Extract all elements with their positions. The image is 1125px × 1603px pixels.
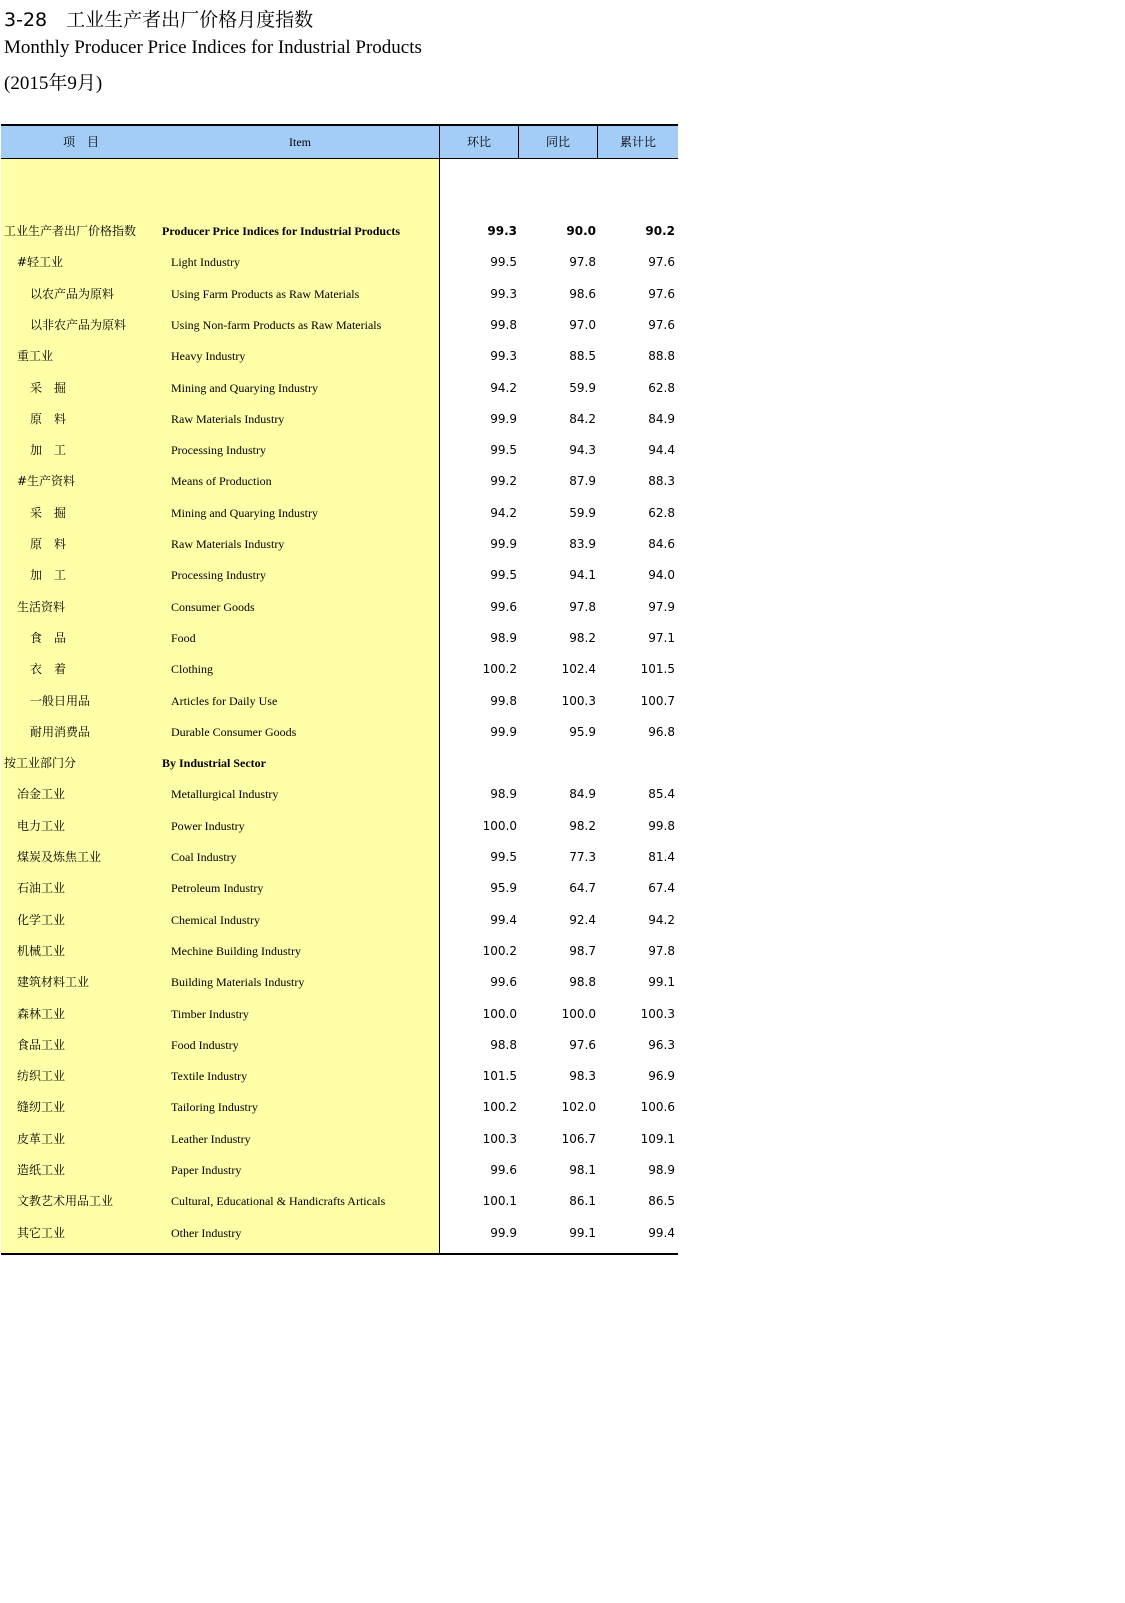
table-row xyxy=(1,440,678,460)
value-mom: 99.9 xyxy=(490,411,517,426)
value-cumulative: 84.9 xyxy=(648,411,675,426)
header-item-zh: 项 目 xyxy=(62,135,99,149)
value-yoy: 97.8 xyxy=(569,255,596,270)
row-label-en: Cultural, Educational & Handicrafts Articals xyxy=(171,1194,386,1209)
value-yoy: 98.3 xyxy=(569,1069,596,1084)
row-label-en: Timber Industry xyxy=(171,1006,249,1021)
table-row xyxy=(1,409,678,429)
value-yoy: 98.6 xyxy=(569,286,596,301)
value-mom: 99.6 xyxy=(490,599,517,614)
row-label-zh: 森林工业 xyxy=(17,1006,66,1021)
row-label-zh: 衣 着 xyxy=(30,662,67,677)
table-row xyxy=(1,346,678,366)
row-label-en: Food Industry xyxy=(171,1037,239,1052)
table-row xyxy=(1,1223,678,1243)
value-yoy: 59.9 xyxy=(569,505,596,520)
value-yoy: 92.4 xyxy=(569,912,596,927)
row-label-zh: 耐用消费品 xyxy=(30,724,91,739)
value-cumulative: 97.6 xyxy=(648,317,675,332)
table-row xyxy=(1,1129,678,1149)
table-header xyxy=(1,124,678,159)
row-label-zh: 采 掘 xyxy=(30,505,67,520)
value-mom: 94.2 xyxy=(490,505,517,520)
value-mom: 99.9 xyxy=(490,724,517,739)
table-row xyxy=(1,910,678,930)
row-label-zh: #轻工业 xyxy=(17,255,64,270)
page-date: (2015年9月) xyxy=(4,73,103,94)
row-label-en: Raw Materials Industry xyxy=(171,537,285,551)
row-label-en: Tailoring Industry xyxy=(171,1100,258,1115)
value-cumulative: 100.6 xyxy=(640,1100,675,1115)
value-mom: 99.4 xyxy=(490,912,517,927)
value-cumulative: 94.0 xyxy=(648,568,675,583)
row-label-zh: 按工业部门分 xyxy=(4,756,77,771)
row-label-en: Food xyxy=(171,630,196,645)
value-mom: 100.2 xyxy=(482,662,517,677)
value-yoy: 102.4 xyxy=(561,662,596,677)
row-label-en: Clothing xyxy=(171,662,214,677)
price-index-table xyxy=(1,124,678,1255)
value-cumulative: 81.4 xyxy=(648,850,675,864)
value-cumulative: 96.8 xyxy=(648,724,675,739)
table-row xyxy=(1,972,678,992)
page-title-en: Monthly Producer Price Indices for Industrial Products xyxy=(4,37,422,58)
value-cumulative: 99.8 xyxy=(648,818,675,833)
row-label-zh: #生产资料 xyxy=(17,474,76,489)
row-label-zh: 文教艺术用品工业 xyxy=(17,1194,114,1209)
value-yoy: 98.2 xyxy=(569,630,596,645)
value-yoy: 84.2 xyxy=(569,411,596,426)
value-mom: 99.9 xyxy=(490,1225,517,1240)
row-label-en: Consumer Goods xyxy=(171,599,255,614)
row-label-en: Heavy Industry xyxy=(171,349,246,364)
value-yoy: 84.9 xyxy=(569,787,596,802)
value-cumulative: 97.6 xyxy=(648,255,675,270)
value-yoy: 83.9 xyxy=(569,537,596,551)
table-row xyxy=(1,315,678,335)
row-label-en: By Industrial Sector xyxy=(162,756,267,771)
value-yoy: 87.9 xyxy=(569,474,596,489)
value-yoy: 86.1 xyxy=(569,1194,596,1209)
table-row xyxy=(1,628,678,648)
row-label-en: Paper Industry xyxy=(171,1163,242,1177)
table-row xyxy=(1,1004,678,1024)
value-mom: 99.3 xyxy=(490,286,517,301)
value-mom: 100.2 xyxy=(482,943,517,958)
row-label-zh: 食 品 xyxy=(30,630,67,645)
value-cumulative: 94.4 xyxy=(648,443,675,458)
row-label-zh: 重工业 xyxy=(17,349,54,364)
header-col-cumulative: 累计比 xyxy=(619,135,656,149)
value-mom: 94.2 xyxy=(490,380,517,395)
value-cumulative: 62.8 xyxy=(648,380,675,395)
value-mom: 99.2 xyxy=(490,474,517,489)
value-cumulative: 109.1 xyxy=(640,1131,675,1146)
value-mom: 101.5 xyxy=(482,1069,517,1084)
row-label-en: Light Industry xyxy=(171,255,240,270)
value-mom: 98.8 xyxy=(490,1037,517,1052)
value-cumulative: 97.8 xyxy=(648,943,675,958)
row-label-zh: 加 工 xyxy=(30,443,67,458)
value-cumulative: 97.1 xyxy=(648,630,675,645)
row-label-en: Using Farm Products as Raw Materials xyxy=(171,286,360,301)
value-cumulative: 97.6 xyxy=(648,286,675,301)
row-label-en: Articles for Daily Use xyxy=(171,693,278,708)
row-label-zh: 生活资料 xyxy=(17,599,66,614)
row-label-en: Raw Materials Industry xyxy=(171,411,285,426)
row-label-zh: 煤炭及炼焦工业 xyxy=(17,850,102,864)
value-yoy: 59.9 xyxy=(569,380,596,395)
value-mom: 98.9 xyxy=(490,630,517,645)
table-row xyxy=(1,847,678,867)
value-cumulative: 99.4 xyxy=(648,1225,675,1240)
table-row xyxy=(1,691,678,711)
value-cumulative: 85.4 xyxy=(648,787,675,802)
value-mom: 100.0 xyxy=(482,1006,517,1021)
table-row xyxy=(1,1066,678,1086)
row-label-en: Coal Industry xyxy=(171,850,237,864)
value-cumulative: 96.3 xyxy=(648,1037,675,1052)
value-yoy: 97.6 xyxy=(569,1037,596,1052)
table-row xyxy=(1,816,678,836)
table-row xyxy=(1,941,678,961)
row-label-en: Processing Industry xyxy=(171,443,266,458)
value-mom: 99.5 xyxy=(490,568,517,583)
value-cumulative: 98.9 xyxy=(648,1163,675,1177)
value-yoy: 95.9 xyxy=(569,724,596,739)
table-row xyxy=(1,1035,678,1055)
row-label-zh: 一般日用品 xyxy=(30,693,91,708)
value-cumulative: 90.2 xyxy=(645,224,675,238)
table-row xyxy=(1,284,678,304)
row-label-en: Textile Industry xyxy=(171,1069,248,1084)
row-label-zh: 机械工业 xyxy=(17,943,66,958)
row-label-zh: 造纸工业 xyxy=(17,1163,66,1177)
value-yoy: 102.0 xyxy=(561,1100,596,1115)
table-row xyxy=(1,503,678,523)
value-yoy: 94.3 xyxy=(569,443,596,458)
value-mom: 100.1 xyxy=(482,1194,517,1209)
header-col-mom: 环比 xyxy=(466,135,491,149)
value-cumulative: 94.2 xyxy=(648,912,675,927)
row-label-en: Mining and Quarying Industry xyxy=(171,380,318,395)
row-label-en: Mechine Building Industry xyxy=(171,943,301,958)
row-label-zh: 工业生产者出厂价格指数 xyxy=(4,224,137,238)
row-label-en: Leather Industry xyxy=(171,1131,251,1146)
table-row xyxy=(1,471,678,491)
row-label-zh: 以非农产品为原料 xyxy=(30,317,127,332)
value-mom: 99.3 xyxy=(490,349,517,364)
table-row xyxy=(1,1097,678,1117)
value-mom: 100.3 xyxy=(482,1131,517,1146)
value-mom: 99.5 xyxy=(490,443,517,458)
row-label-zh: 其它工业 xyxy=(17,1225,66,1240)
value-yoy: 98.7 xyxy=(569,943,596,958)
row-label-zh: 缝纫工业 xyxy=(17,1100,66,1115)
value-yoy: 97.8 xyxy=(569,599,596,614)
table-row xyxy=(1,753,678,773)
value-yoy: 100.0 xyxy=(561,1006,596,1021)
value-yoy: 94.1 xyxy=(569,568,596,583)
page-title-zh: 3-28 工业生产者出厂价格月度指数 xyxy=(4,9,314,31)
row-label-en: Producer Price Indices for Industrial Products xyxy=(162,224,401,238)
table-row xyxy=(1,878,678,898)
row-label-en: Petroleum Industry xyxy=(171,881,264,896)
value-cumulative: 86.5 xyxy=(648,1194,675,1209)
table-row xyxy=(1,1191,678,1211)
table-row xyxy=(1,659,678,679)
value-mom: 99.9 xyxy=(490,537,517,551)
row-label-zh: 食品工业 xyxy=(17,1037,66,1052)
value-yoy: 99.1 xyxy=(569,1225,596,1240)
value-cumulative: 62.8 xyxy=(648,505,675,520)
value-yoy: 90.0 xyxy=(566,224,596,238)
value-cumulative: 67.4 xyxy=(648,881,675,896)
row-label-zh: 纺织工业 xyxy=(17,1069,66,1084)
value-yoy: 88.5 xyxy=(569,349,596,364)
value-cumulative: 99.1 xyxy=(648,975,675,990)
row-label-zh: 化学工业 xyxy=(17,912,66,927)
row-label-en: Power Industry xyxy=(171,818,245,833)
row-label-zh: 采 掘 xyxy=(30,380,67,395)
row-label-zh: 原 料 xyxy=(30,537,67,551)
row-label-en: Using Non-farm Products as Raw Materials xyxy=(171,317,382,332)
row-label-en: Mining and Quarying Industry xyxy=(171,505,318,520)
value-mom: 99.6 xyxy=(490,1163,517,1177)
table-row xyxy=(1,221,678,241)
row-label-zh: 建筑材料工业 xyxy=(17,975,90,990)
value-yoy: 64.7 xyxy=(569,881,596,896)
row-label-zh: 加 工 xyxy=(30,568,67,583)
table-row xyxy=(1,784,678,804)
table-row xyxy=(1,1160,678,1180)
row-label-en: Processing Industry xyxy=(171,568,266,583)
row-label-zh: 冶金工业 xyxy=(17,787,66,802)
value-mom: 99.5 xyxy=(490,850,517,864)
header-col-yoy: 同比 xyxy=(545,135,570,149)
row-label-zh: 电力工业 xyxy=(17,818,66,833)
value-yoy: 106.7 xyxy=(561,1131,596,1146)
value-yoy: 100.3 xyxy=(561,693,596,708)
row-label-en: Metallurgical Industry xyxy=(171,787,279,802)
value-cumulative: 101.5 xyxy=(640,662,675,677)
value-yoy: 77.3 xyxy=(569,850,596,864)
value-cumulative: 84.6 xyxy=(648,537,675,551)
value-mom: 100.0 xyxy=(482,818,517,833)
row-label-en: Durable Consumer Goods xyxy=(171,724,297,739)
table-row xyxy=(1,565,678,585)
value-mom: 98.9 xyxy=(490,787,517,802)
row-label-en: Chemical Industry xyxy=(171,912,260,927)
value-mom: 99.8 xyxy=(490,693,517,708)
header-item-en: Item xyxy=(289,135,311,149)
row-label-zh: 皮革工业 xyxy=(17,1131,66,1146)
table-row xyxy=(1,534,678,554)
table-row xyxy=(1,252,678,272)
value-cumulative: 100.3 xyxy=(640,1006,675,1021)
row-label-en: Other Industry xyxy=(171,1225,242,1240)
value-cumulative: 100.7 xyxy=(640,693,675,708)
value-mom: 99.6 xyxy=(490,975,517,990)
value-mom: 99.3 xyxy=(487,224,517,238)
table-row xyxy=(1,597,678,617)
row-label-zh: 原 料 xyxy=(30,411,67,426)
value-mom: 99.5 xyxy=(490,255,517,270)
value-cumulative: 88.3 xyxy=(648,474,675,489)
value-cumulative: 97.9 xyxy=(648,599,675,614)
value-mom: 95.9 xyxy=(490,881,517,896)
value-yoy: 98.2 xyxy=(569,818,596,833)
value-yoy: 97.0 xyxy=(569,317,596,332)
table-row xyxy=(1,722,678,742)
value-yoy: 98.8 xyxy=(569,975,596,990)
row-label-en: Means of Production xyxy=(171,474,272,489)
value-yoy: 98.1 xyxy=(569,1163,596,1177)
row-label-en: Building Materials Industry xyxy=(171,975,305,990)
row-label-zh: 石油工业 xyxy=(17,881,66,896)
value-mom: 100.2 xyxy=(482,1100,517,1115)
value-cumulative: 88.8 xyxy=(648,349,675,364)
value-cumulative: 96.9 xyxy=(648,1069,675,1084)
table-row xyxy=(1,378,678,398)
value-mom: 99.8 xyxy=(490,317,517,332)
row-label-zh: 以农产品为原料 xyxy=(30,286,115,301)
table-body xyxy=(1,159,678,1255)
